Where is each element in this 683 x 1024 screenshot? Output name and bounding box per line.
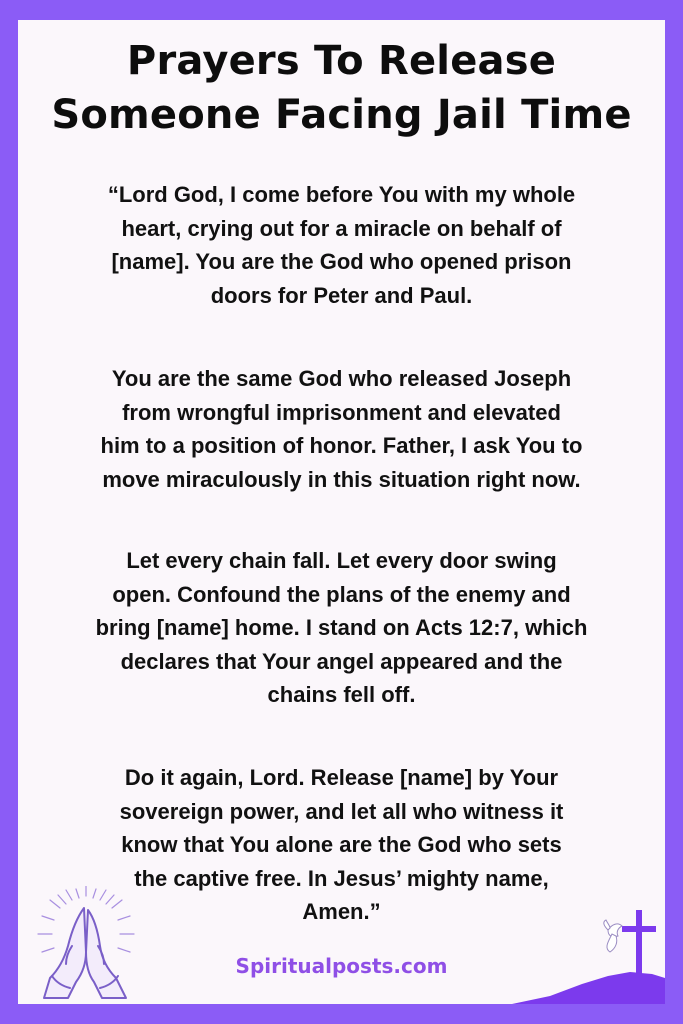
prayer-line: know that You alone are the God who sets	[121, 832, 562, 857]
prayer-line: him to a position of honor. Father, I ask You to	[100, 433, 583, 458]
prayer-line: sovereign power, and let all who witness it	[119, 798, 564, 824]
prayer-card	[18, 20, 665, 1004]
prayer-line: [name]. You are the God who opened prison	[111, 249, 572, 274]
prayer-line: doors for Peter and Paul.	[210, 282, 473, 308]
prayer-line: from wrongful imprisonment and elevated	[122, 399, 561, 425]
prayer-line: open. Confound the plans of the enemy and	[112, 581, 571, 607]
prayer-paragraph-1	[48, 178, 635, 312]
prayer-line: chains fell off.	[267, 682, 416, 707]
prayer-line: move miraculously in this situation right now.	[102, 466, 581, 492]
prayer-line: “Lord God, I come before You with my whole	[107, 182, 576, 207]
praying-hands-icon	[22, 886, 150, 1004]
prayer-line: bring [name] home. I stand on Acts 12:7, which	[95, 615, 588, 640]
brand-website: Spiritualposts.com	[235, 954, 448, 978]
prayer-line: the captive free. In Jesus’ mighty name,	[134, 865, 549, 891]
prayer-paragraph-3	[48, 544, 635, 712]
prayer-line: Amen.”	[302, 899, 381, 924]
title-line-2: Someone Facing Jail Time	[51, 92, 632, 138]
prayer-line: Do it again, Lord. Release [name] by Your	[124, 765, 559, 790]
title-line-1: Prayers To Release	[126, 38, 557, 84]
prayer-line: You are the same God who released Joseph	[111, 366, 572, 391]
page-title	[18, 34, 665, 142]
prayer-line: declares that Your angel appeared and the	[120, 648, 563, 674]
prayer-line: Let every chain fall. Let every door swing	[126, 548, 557, 573]
prayer-paragraph-2	[48, 362, 635, 496]
prayer-line: heart, crying out for a miracle on behalf of	[121, 215, 562, 241]
